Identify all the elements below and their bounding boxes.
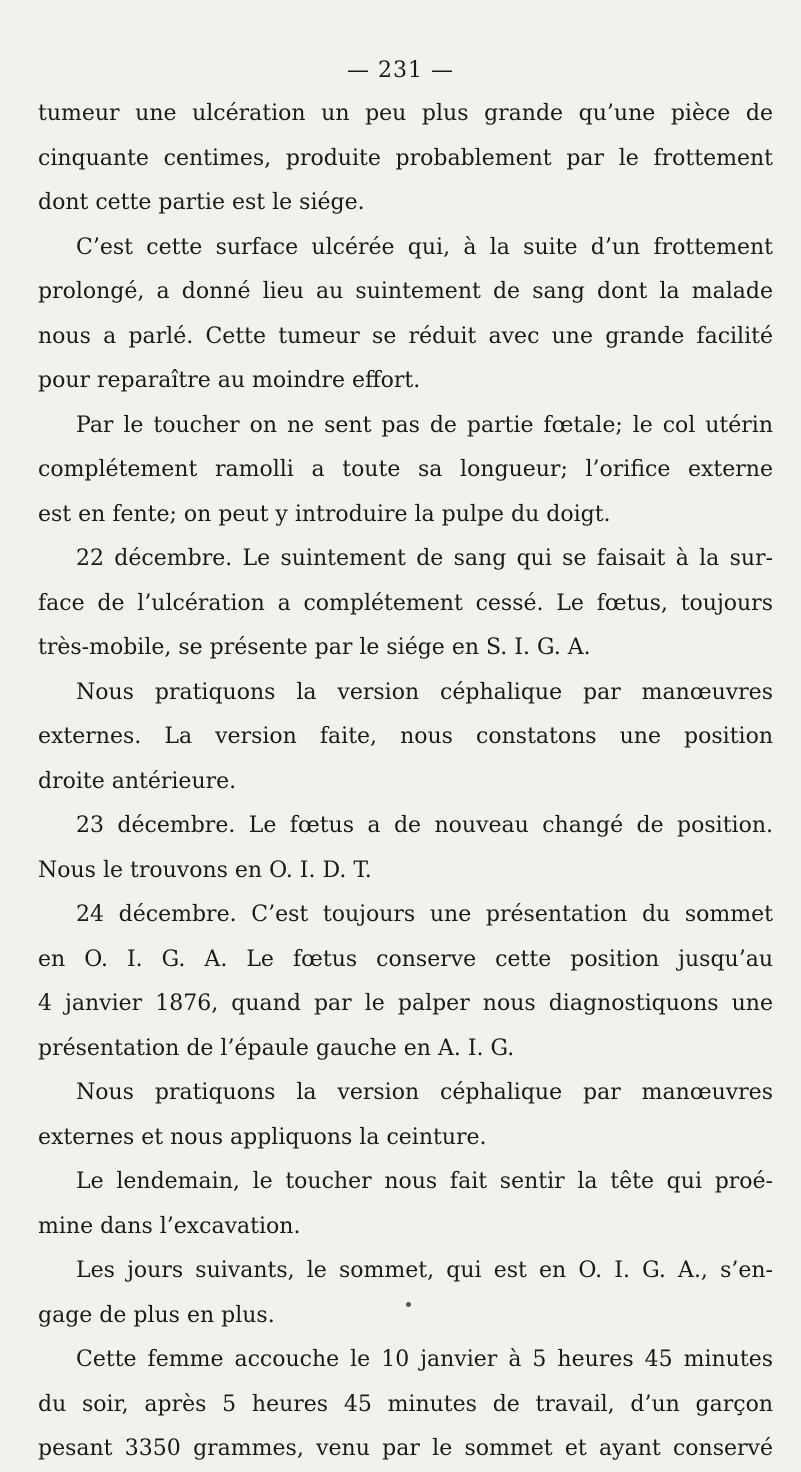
text-line: 24 décembre. C’est toujours une présentation du sommet [76, 902, 773, 927]
page-number: — 231 — [347, 58, 454, 83]
text-line: C’est cette surface ulcérée qui, à la suite d’un frottement [76, 234, 773, 260]
text-line: nous a parlé. Cette tumeur se réduit avec une grande facilité [38, 323, 773, 349]
text-line: est en fente; on peut y introduire la pulpe du doigt. [38, 501, 611, 527]
text-line: droite antérieure. [38, 768, 237, 794]
text-line: présentation de l’épaule gauche en A. I. G. [38, 1035, 515, 1061]
text-line: 4 janvier 1876, quand par le palper nous diagnostiquons une [38, 991, 773, 1016]
text-line: tumeur une ulcération un peu plus grande qu’une pièce de [38, 101, 773, 126]
text-line: du soir, après 5 heures 45 minutes de travail, d’un garçon [38, 1391, 773, 1417]
text-line: Nous le trouvons en O. I. D. T. [38, 857, 372, 883]
text-line: face de l’ulcération a complétement cessé. Le fœtus, toujours [38, 590, 773, 616]
text-line: complétement ramolli a toute sa longueur; l’orifice externe [38, 457, 773, 482]
text-line: en O. I. G. A. Le fœtus conserve cette position jusqu’au [38, 946, 773, 972]
text-line: externes et nous appliquons la ceinture. [38, 1124, 487, 1150]
text-line: dont cette partie est le siége. [38, 190, 365, 215]
ink-speck [406, 1302, 411, 1307]
text-line: cinquante centimes, produite probablement par le frottement [38, 145, 773, 171]
text-line: gage de plus en plus. [38, 1302, 275, 1328]
text-line: 22 décembre. Le suintement de sang qui se faisait à la sur- [76, 546, 773, 571]
text-line: 23 décembre. Le fœtus a de nouveau changé de position. [76, 813, 773, 838]
text-line: très-mobile, se présente par le siége en S. I. G. A. [38, 635, 591, 660]
text-line: externes. La version faite, nous constatons une position [38, 724, 773, 749]
text-line: Nous pratiquons la version céphalique par manœuvres [76, 1080, 773, 1105]
text-line: prolongé, a donné lieu au suintement de sang dont la malade [38, 279, 773, 304]
body-text [38, 92, 773, 1472]
text-line: Le lendemain, le toucher nous fait sentir la tête qui proé- [76, 1169, 773, 1194]
text-line: Nous pratiquons la version céphalique par manœuvres [76, 679, 773, 705]
text-line: Par le toucher on ne sent pas de partie fœtale; le col utérin [76, 412, 773, 438]
text-line: pesant 3350 grammes, venu par le sommet et ayant conservé [38, 1436, 773, 1461]
text-line: Cette femme accouche le 10 janvier à 5 heures 45 minutes [76, 1347, 773, 1372]
text-line: mine dans l’excavation. [38, 1213, 301, 1239]
text-line: pour reparaître au moindre effort. [38, 368, 421, 393]
text-line: Les jours suivants, le sommet, qui est en O. I. G. A., s’en- [76, 1258, 773, 1283]
